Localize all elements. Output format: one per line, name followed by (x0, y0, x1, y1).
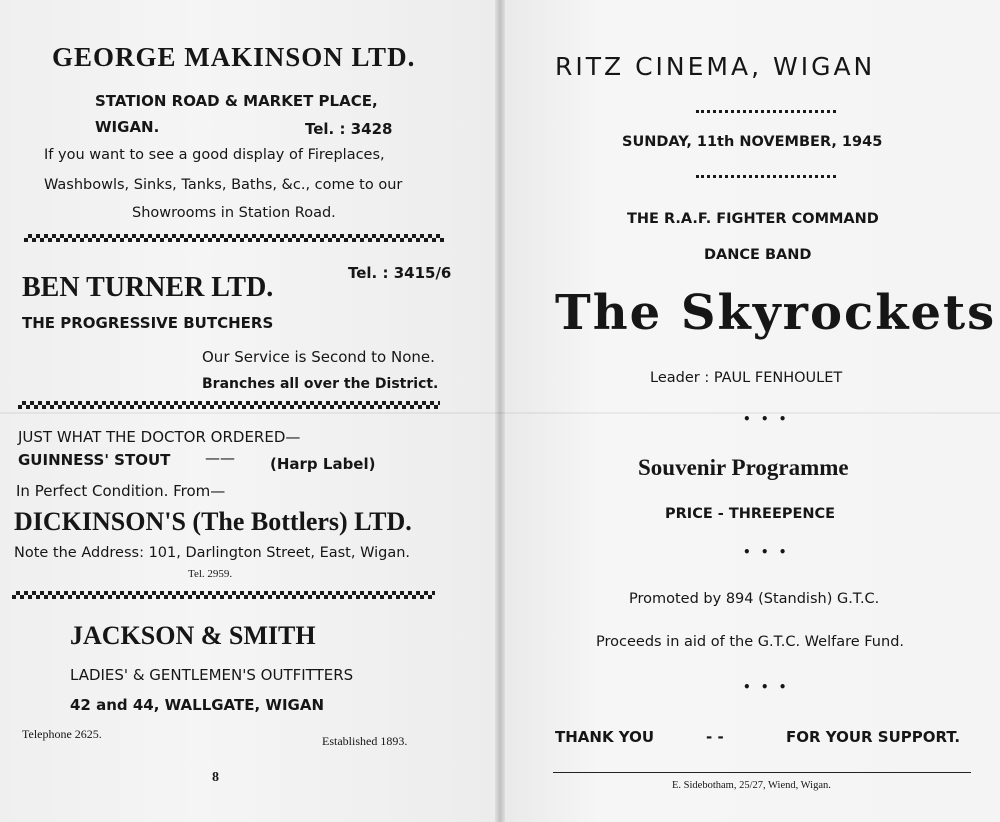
makinson-line-1: If you want to see a good display of Fireplaces, (44, 147, 385, 163)
turner-line-1: Our Service is Second to None. (202, 348, 435, 366)
checker-divider (12, 591, 435, 599)
dotted-divider (696, 110, 836, 116)
paper-crease (0, 412, 1000, 414)
right-page (500, 0, 1000, 822)
thanks-left: THANK YOU (555, 728, 655, 746)
proceeds-line: Proceeds in aid of the G.T.C. Welfare Fund. (596, 634, 905, 650)
makinson-line-2: Washbowls, Sinks, Tanks, Baths, &c., come to our (44, 177, 403, 193)
promoted-line: Promoted by 894 (Standish) G.T.C. (629, 591, 880, 607)
event-date: SUNDAY, 11th NOVEMBER, 1945 (622, 134, 883, 150)
dickinson-stout: GUINNESS' STOUT (18, 451, 171, 469)
band-line-1: THE R.A.F. FIGHTER COMMAND (627, 211, 879, 227)
dickinson-dash: —— (205, 449, 235, 467)
dickinson-name: DICKINSON'S (The Bottlers) LTD. (14, 507, 412, 536)
dotted-divider (696, 175, 836, 181)
page-number: 8 (212, 770, 219, 785)
checker-divider (24, 234, 444, 242)
ornament: • • • (743, 545, 790, 559)
page-fold (495, 0, 505, 822)
jackson-established: Established 1893. (322, 734, 408, 748)
makinson-address: STATION ROAD & MARKET PLACE, (95, 92, 378, 110)
dickinson-tel: Tel. 2959. (188, 568, 233, 580)
dickinson-address: Note the Address: 101, Darlington Street, East, Wigan. (14, 545, 411, 561)
footer-rule (553, 772, 971, 773)
dickinson-line-1: JUST WHAT THE DOCTOR ORDERED— (18, 428, 301, 446)
makinson-tel: Tel. : 3428 (305, 120, 393, 138)
turner-tagline: THE PROGRESSIVE BUTCHERS (22, 314, 274, 332)
printer-credit: E. Sidebotham, 25/27, Wiend, Wigan. (672, 780, 831, 791)
jackson-line-1: LADIES' & GENTLEMEN'S OUTFITTERS (70, 666, 354, 684)
price-line: PRICE - THREEPENCE (665, 506, 836, 522)
leader-line: Leader : PAUL FENHOULET (650, 370, 843, 386)
makinson-town: WIGAN. (95, 118, 160, 136)
souvenir-title: Souvenir Programme (638, 455, 849, 480)
turner-name: BEN TURNER LTD. (22, 272, 274, 303)
thanks-right: FOR YOUR SUPPORT. (786, 728, 961, 746)
venue-title: RITZ CINEMA, WIGAN (555, 52, 876, 81)
jackson-line-2: 42 and 44, WALLGATE, WIGAN (70, 696, 325, 714)
checker-divider (18, 401, 440, 409)
jackson-phone: Telephone 2625. (22, 727, 102, 741)
band-line-2: DANCE BAND (704, 247, 812, 263)
ornament: • • • (743, 412, 790, 426)
turner-line-2: Branches all over the District. (202, 376, 439, 392)
jackson-name: JACKSON & SMITH (70, 621, 316, 650)
makinson-name: GEORGE MAKINSON LTD. (52, 42, 416, 72)
makinson-line-3: Showrooms in Station Road. (132, 205, 336, 221)
thanks-dashes: - - (706, 728, 724, 746)
ornament: • • • (743, 680, 790, 694)
turner-tel: Tel. : 3415/6 (348, 264, 452, 282)
dickinson-line-3: In Perfect Condition. From— (16, 482, 226, 500)
band-name: The Skyrockets (555, 285, 997, 341)
dickinson-harp: (Harp Label) (270, 455, 376, 473)
